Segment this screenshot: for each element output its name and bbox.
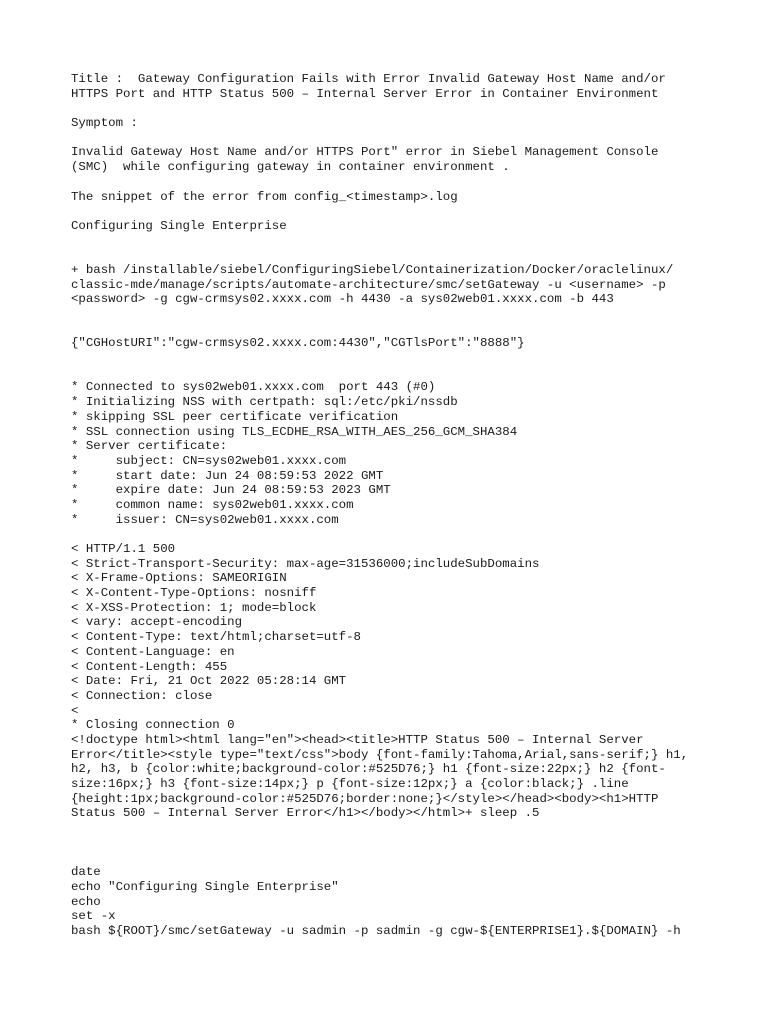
document-line: {height:1px;background-color:#525D76;border:none;}</style></head><body><h1>HTTP (71, 791, 659, 806)
document-line: classic-mde/manage/scripts/automate-architecture/smc/setGateway -u <username> -p (71, 277, 666, 292)
document-line: * common name: sys02web01.xxxx.com (71, 497, 354, 512)
document-line: * Closing connection 0 (71, 718, 235, 733)
document-line: < X-Frame-Options: SAMEORIGIN (71, 571, 287, 586)
document-line: <password> -g cgw-crmsys02.xxxx.com -h 4430 -a sys02web01.xxxx.com -b 443 (71, 292, 614, 307)
document-body (71, 72, 731, 939)
document-line: date (71, 865, 101, 880)
document-line: + bash /installable/siebel/ConfiguringSiebel/Containerization/Docker/oraclelinux/ (71, 262, 674, 277)
document-line: Status 500 – Internal Server Error</h1></body></html>+ sleep .5 (71, 806, 540, 821)
document-line (71, 351, 731, 366)
document-line (71, 131, 731, 146)
document-line: <!doctype html><html lang="en"><head><title>HTTP Status 500 – Internal Server (71, 732, 644, 747)
document-line: Symptom : (71, 116, 138, 131)
document-line (71, 850, 731, 865)
document-line: * subject: CN=sys02web01.xxxx.com (71, 453, 347, 468)
document-line: < (71, 703, 79, 718)
document-line: (SMC) while configuring gateway in container environment . (71, 160, 510, 175)
document-line (71, 248, 731, 263)
document-line (71, 836, 731, 851)
document-line: < HTTP/1.1 500 (71, 542, 176, 556)
document-line: < Connection: close (71, 688, 213, 703)
document-line: * Initializing NSS with certpath: sql:/etc/pki/nssdb (71, 395, 458, 410)
document-line (71, 204, 731, 219)
document-line: h2, h3, b {color:white;background-color:#525D76;} h1 {font-size:22px;} h2 {font- (71, 762, 666, 777)
document-line: echo "Configuring Single Enterprise" (71, 879, 339, 894)
document-line (71, 527, 731, 542)
document-line: The snippet of the error from config_<timestamp>.log (71, 189, 458, 204)
document-line (71, 101, 731, 116)
document-line: * issuer: CN=sys02web01.xxxx.com (71, 512, 339, 527)
document-line: < Content-Type: text/html;charset=utf-8 (71, 630, 361, 645)
document-line: set -x (71, 909, 116, 924)
document-line: Title : Gateway Configuration Fails with Error Invalid Gateway Host Name and/or (71, 72, 666, 86)
document-line: * expire date: Jun 24 08:59:53 2023 GMT (71, 483, 391, 498)
document-line: < Strict-Transport-Security: max-age=31536000;includeSubDomains (71, 556, 540, 571)
document-line: Error</title><style type="text/css">body {font-family:Tahoma,Arial,sans-serif;} h1, (71, 747, 689, 762)
document-line: * Connected to sys02web01.xxxx.com port 443 (#0) (71, 380, 436, 395)
document-line: {"CGHostURI":"cgw-crmsys02.xxxx.com:4430","CGTlsPort":"8888"} (71, 336, 525, 351)
document-line: < Date: Fri, 21 Oct 2022 05:28:14 GMT (71, 674, 347, 689)
document-line: echo (71, 894, 101, 909)
document-line: bash ${ROOT}/smc/setGateway -u sadmin -p sadmin -g cgw-${ENTERPRISE1}.${DOMAIN} -h (71, 923, 681, 938)
document-line (71, 175, 731, 190)
document-line: * Server certificate: (71, 439, 228, 454)
document-line: * skipping SSL peer certificate verification (71, 409, 399, 424)
document-line: HTTPS Port and HTTP Status 500 – Internal Server Error in Container Environment (71, 86, 659, 101)
document-line: < vary: accept-encoding (71, 615, 243, 630)
document-line (71, 366, 731, 381)
document-line: * start date: Jun 24 08:59:53 2022 GMT (71, 468, 384, 483)
document-line: < Content-Length: 455 (71, 659, 228, 674)
document-line (71, 821, 731, 836)
document-line (71, 322, 731, 337)
document-line: * SSL connection using TLS_ECDHE_RSA_WITH_AES_256_GCM_SHA384 (71, 424, 518, 439)
document-line: < X-XSS-Protection: 1; mode=block (71, 600, 317, 615)
document-line (71, 307, 731, 322)
document-line: < X-Content-Type-Options: nosniff (71, 586, 317, 601)
document-line: Configuring Single Enterprise (71, 218, 287, 233)
document-line: Invalid Gateway Host Name and/or HTTPS Port" error in Siebel Management Console (71, 145, 659, 160)
document-line (71, 234, 731, 249)
document-line: < Content-Language: en (71, 644, 235, 659)
document-line: size:16px;} h3 {font-size:14px;} p {font-size:12px;} a {color:black;} .line (71, 777, 629, 791)
